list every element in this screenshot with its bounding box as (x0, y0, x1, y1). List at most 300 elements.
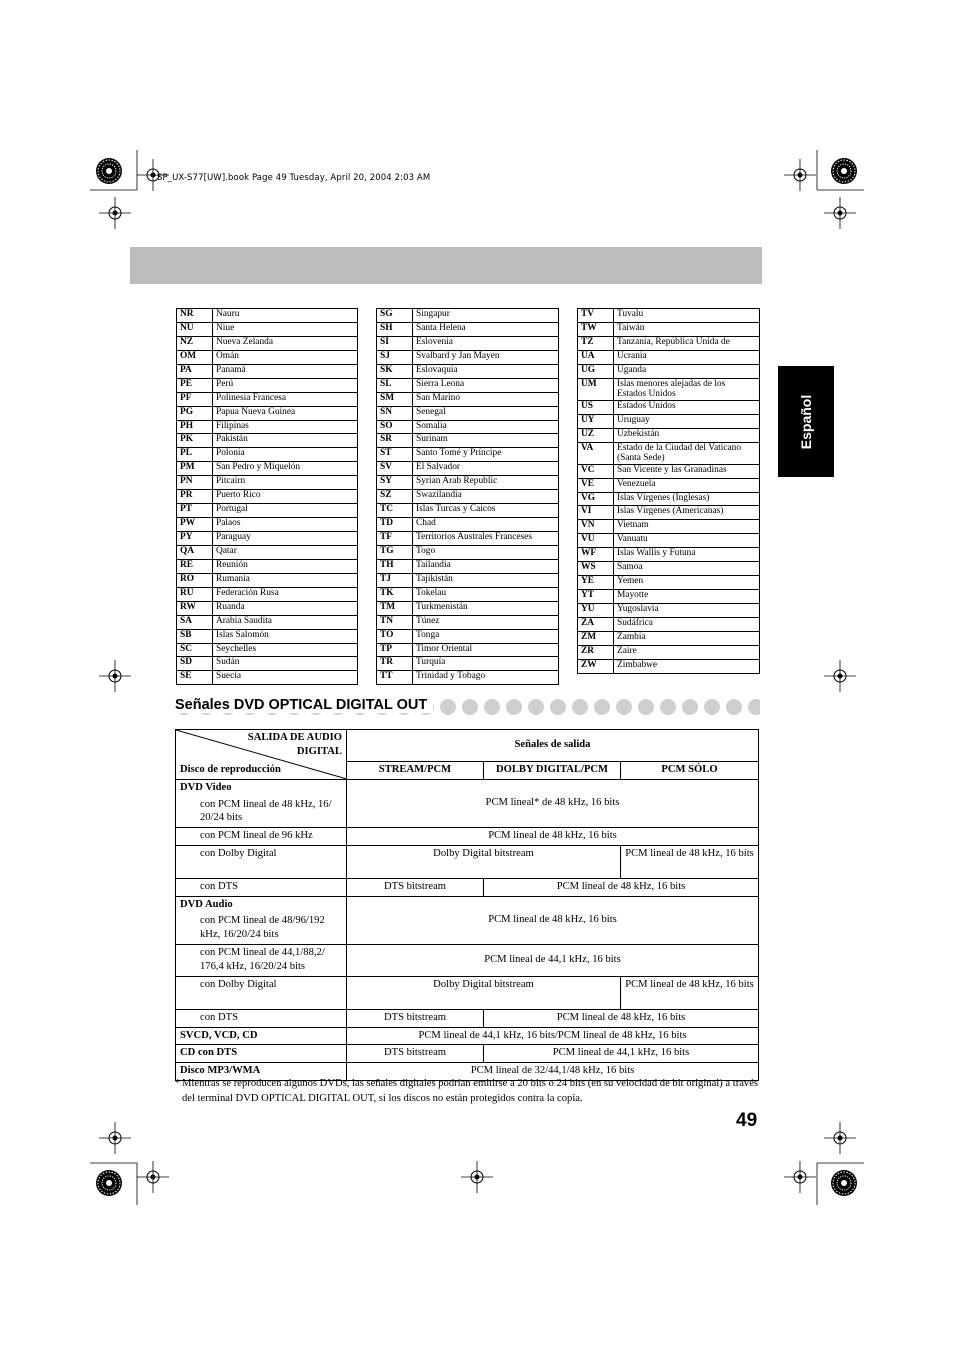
table-row (578, 492, 760, 506)
decorative-dot (704, 699, 720, 715)
corner-top-label: SALIDA DE AUDIO DIGITAL (247, 732, 342, 757)
table-row (177, 378, 358, 392)
country-code: PY (177, 532, 213, 546)
country-code: SR (377, 434, 413, 448)
table-row (377, 671, 559, 685)
table-row (377, 364, 559, 378)
country-code: UY (578, 414, 614, 428)
country-code: TH (377, 559, 413, 573)
country-name: Panamá (213, 364, 358, 378)
table-row (177, 601, 358, 615)
table-row (177, 309, 358, 323)
disc-cd-dts: CD con DTS (176, 1045, 347, 1063)
col-header-pcm-only: PCM SÓLO (621, 762, 759, 780)
country-code: TV (578, 309, 614, 323)
country-name: Niue (213, 322, 358, 336)
table-row (578, 350, 760, 364)
table-row (377, 350, 559, 364)
table-row (177, 518, 358, 532)
decorative-dot (462, 699, 478, 715)
table-row (177, 671, 358, 685)
signal-output-table (175, 729, 759, 1081)
decorative-dot (682, 699, 698, 715)
table-row (177, 420, 358, 434)
country-name: Togo (413, 545, 559, 559)
table-row (578, 322, 760, 336)
table-row (578, 645, 760, 659)
country-code: SJ (377, 350, 413, 364)
table-row (377, 573, 559, 587)
table-row (377, 490, 559, 504)
country-name: Zimbabwe (614, 659, 760, 673)
table-cell: DTS bitstream (347, 1045, 484, 1063)
table-corner-header (176, 730, 347, 780)
table-row (377, 532, 559, 546)
country-code: RO (177, 573, 213, 587)
country-code: VG (578, 492, 614, 506)
country-code: SZ (377, 490, 413, 504)
table-row (177, 545, 358, 559)
country-code: YE (578, 576, 614, 590)
table-row (578, 478, 760, 492)
country-code: TO (377, 629, 413, 643)
country-code: SL (377, 378, 413, 392)
country-code: VA (578, 442, 614, 464)
country-name: Omán (213, 350, 358, 364)
table-row (578, 336, 760, 350)
country-name: Trinidad y Tobago (413, 671, 559, 685)
decorative-dot (616, 699, 632, 715)
table-row (377, 406, 559, 420)
table-row (578, 520, 760, 534)
country-name: Túnez (413, 615, 559, 629)
country-code: TR (377, 657, 413, 671)
country-code: ZW (578, 659, 614, 673)
table-row-label: con DTS (176, 878, 347, 896)
table-row (377, 518, 559, 532)
country-name: Puerto Rico (213, 490, 358, 504)
country-code: TM (377, 601, 413, 615)
country-name: Estados Unidos (614, 400, 760, 414)
decorative-dot (550, 699, 566, 715)
country-name: Perú (213, 378, 358, 392)
country-code: TP (377, 643, 413, 657)
country-name: Vanuatu (614, 534, 760, 548)
country-name: Yemen (614, 576, 760, 590)
country-name: Palaos (213, 518, 358, 532)
country-name: Polinesia Francesa (213, 392, 358, 406)
table-row (377, 657, 559, 671)
table-row (578, 548, 760, 562)
country-code: TT (377, 671, 413, 685)
country-code: NU (177, 322, 213, 336)
country-name: Tuvalu (614, 309, 760, 323)
country-code: RU (177, 587, 213, 601)
table-row (177, 364, 358, 378)
country-name: Tailandia (413, 559, 559, 573)
language-tab-label: Español (798, 394, 814, 449)
country-code: PH (177, 420, 213, 434)
decorative-dot (638, 699, 654, 715)
table-row (377, 336, 559, 350)
country-code: PF (177, 392, 213, 406)
table-cell: PCM lineal* de 48 kHz, 16 bits (347, 779, 759, 827)
table-row (177, 559, 358, 573)
country-code: YT (578, 590, 614, 604)
footnote (175, 1076, 760, 1107)
country-name: Qatar (213, 545, 358, 559)
table-row-label: con PCM lineal de 48/96/192 kHz, 16/20/24 bits (176, 913, 347, 944)
country-name: Zambia (614, 631, 760, 645)
table-row (377, 448, 559, 462)
country-code: NR (177, 309, 213, 323)
country-name: Paraguay (213, 532, 358, 546)
country-name: Vietnam (614, 520, 760, 534)
country-code: VU (578, 534, 614, 548)
country-name: Venezuela (614, 478, 760, 492)
table-row (177, 573, 358, 587)
country-code: SM (377, 392, 413, 406)
country-name: Polonia (213, 448, 358, 462)
country-code: TW (578, 322, 614, 336)
table-row (377, 322, 559, 336)
country-name: San Pedro y Miquelón (213, 462, 358, 476)
table-cell: DTS bitstream (347, 878, 484, 896)
country-name: Islas Wallis y Futuna (614, 548, 760, 562)
table-row (578, 428, 760, 442)
country-name: Surinam (413, 434, 559, 448)
table-row (578, 534, 760, 548)
table-cell: PCM lineal de 48 kHz, 16 bits (621, 976, 759, 1009)
table-row (578, 442, 760, 464)
country-name: Santa Helena (413, 322, 559, 336)
table-row (578, 617, 760, 631)
country-code: UA (578, 350, 614, 364)
country-name: Mayotte (614, 590, 760, 604)
country-name: Tajikistán (413, 573, 559, 587)
table-row (578, 309, 760, 323)
country-code: PW (177, 518, 213, 532)
country-code: WS (578, 562, 614, 576)
decorative-dot (528, 699, 544, 715)
table-cell: PCM lineal de 48 kHz, 16 bits (484, 1009, 759, 1027)
country-code: PL (177, 448, 213, 462)
country-name: Sudán (213, 657, 358, 671)
decorative-dot (484, 699, 500, 715)
corner-bottom-label: Disco de reproducción (180, 764, 281, 775)
country-name: Federación Rusa (213, 587, 358, 601)
country-code: SK (377, 364, 413, 378)
table-row (177, 336, 358, 350)
country-name: Svalbard y Jan Mayen (413, 350, 559, 364)
country-name: Singapur (413, 309, 559, 323)
table-cell: PCM lineal de 44,1 kHz, 16 bits/PCM lineal de 48 kHz, 16 bits (347, 1027, 759, 1045)
country-code: PA (177, 364, 213, 378)
table-cell: Dolby Digital bitstream (347, 976, 621, 1009)
country-code: PR (177, 490, 213, 504)
table-row (578, 364, 760, 378)
table-row (177, 615, 358, 629)
output-signals-header: Señales de salida (347, 730, 759, 762)
table-row (377, 587, 559, 601)
table-row (377, 434, 559, 448)
table-row (377, 309, 559, 323)
table-row (377, 601, 559, 615)
table-row (177, 657, 358, 671)
country-name: Zaire (614, 645, 760, 659)
disc-dvd-video: DVD Video (176, 779, 347, 796)
footnote-mark: * (175, 1078, 181, 1089)
country-code: PN (177, 476, 213, 490)
country-code: TJ (377, 573, 413, 587)
country-name: Sierra Leona (413, 378, 559, 392)
country-code: TK (377, 587, 413, 601)
table-cell: Dolby Digital bitstream (347, 845, 621, 878)
country-code: PK (177, 434, 213, 448)
country-code: SH (377, 322, 413, 336)
country-code: SB (177, 629, 213, 643)
table-row (377, 629, 559, 643)
country-name: Uruguay (614, 414, 760, 428)
table-row (177, 504, 358, 518)
country-name: Tokelau (413, 587, 559, 601)
country-code: ZM (578, 631, 614, 645)
table-row (177, 462, 358, 476)
table-row (377, 420, 559, 434)
country-code: WF (578, 548, 614, 562)
table-row (377, 378, 559, 392)
country-code: TN (377, 615, 413, 629)
table-row (578, 464, 760, 478)
country-code: SG (377, 309, 413, 323)
country-name: Syrian Arab Republic (413, 476, 559, 490)
table-row (177, 490, 358, 504)
country-code: SA (177, 615, 213, 629)
table-row (377, 559, 559, 573)
country-name: Filipinas (213, 420, 358, 434)
country-code-table-3 (577, 308, 760, 674)
table-row (578, 631, 760, 645)
country-name: Yugoslavia (614, 604, 760, 618)
country-name: Turquía (413, 657, 559, 671)
country-code: TD (377, 518, 413, 532)
country-code: OM (177, 350, 213, 364)
table-row (177, 434, 358, 448)
country-name: Estado de la Ciudad del Vaticano (Santa Sede) (614, 442, 760, 464)
table-row (177, 587, 358, 601)
country-name: Suecia (213, 671, 358, 685)
table-cell: PCM lineal de 48 kHz, 16 bits (347, 828, 759, 846)
table-cell: DTS bitstream (347, 1009, 484, 1027)
country-name: Nueva Zelanda (213, 336, 358, 350)
table-cell: PCM lineal de 44,1 kHz, 16 bits (347, 944, 759, 976)
table-row (177, 392, 358, 406)
country-code: YU (578, 604, 614, 618)
table-row (578, 562, 760, 576)
table-row (578, 414, 760, 428)
country-code: VN (578, 520, 614, 534)
country-code: UG (578, 364, 614, 378)
country-code: TC (377, 504, 413, 518)
table-row (377, 615, 559, 629)
table-row-label: con Dolby Digital (176, 976, 347, 1009)
country-name: San Marino (413, 392, 559, 406)
country-code: RE (177, 559, 213, 573)
country-code: PT (177, 504, 213, 518)
country-name: Eslovaquia (413, 364, 559, 378)
disc-mp3-wma: Disco MP3/WMA (176, 1063, 347, 1081)
table-row (377, 643, 559, 657)
country-name: Portugal (213, 504, 358, 518)
table-row (177, 406, 358, 420)
country-code: SC (177, 643, 213, 657)
country-code: TF (377, 532, 413, 546)
country-name: Islas Salomón (213, 629, 358, 643)
country-name: Ucrania (614, 350, 760, 364)
decorative-dot (748, 699, 760, 715)
country-name: Samoa (614, 562, 760, 576)
country-code: US (578, 400, 614, 414)
country-code: PM (177, 462, 213, 476)
table-row (177, 643, 358, 657)
country-code: TZ (578, 336, 614, 350)
table-cell: PCM lineal de 48 kHz, 16 bits (484, 878, 759, 896)
country-name: Nauru (213, 309, 358, 323)
country-name: Timor Oriental (413, 643, 559, 657)
table-row-label: con Dolby Digital (176, 845, 347, 878)
table-row (377, 476, 559, 490)
country-name: Islas Vírgenes (Americanas) (614, 506, 760, 520)
disc-svcd-vcd-cd: SVCD, VCD, CD (176, 1027, 347, 1045)
table-row (177, 629, 358, 643)
country-code-table-1 (176, 308, 358, 685)
decorative-dot (572, 699, 588, 715)
country-code: NZ (177, 336, 213, 350)
country-name: Islas Turcas y Caicos (413, 504, 559, 518)
decorative-dot (506, 699, 522, 715)
country-code: QA (177, 545, 213, 559)
country-name: Ruanda (213, 601, 358, 615)
country-code: SD (177, 657, 213, 671)
country-name: Swazilandia (413, 490, 559, 504)
table-row (578, 576, 760, 590)
language-tab (778, 366, 834, 477)
country-code: UM (578, 378, 614, 400)
country-name: Seychelles (213, 643, 358, 657)
table-row-label: con PCM lineal de 48 kHz, 16/ 20/24 bits (176, 797, 347, 828)
country-name: El Salvador (413, 462, 559, 476)
country-name: Reunión (213, 559, 358, 573)
header-band (130, 247, 762, 284)
table-cell: PCM lineal de 32/44,1/48 kHz, 16 bits (347, 1063, 759, 1081)
country-code: TG (377, 545, 413, 559)
table-row (578, 604, 760, 618)
footnote-text: Mientras se reproducen algunos DVDs, las señales digitales podrían emitirse a 20 bits o 24 bits (en su velocidad de bit original) a través del terminal DVD OPTICAL DIGITAL OUT, si los discos no están protegidos contra la copia. (182, 1078, 759, 1105)
country-code: PG (177, 406, 213, 420)
table-cell: PCM lineal de 48 kHz, 16 bits (347, 896, 759, 944)
country-name: Tonga (413, 629, 559, 643)
country-name: Rumania (213, 573, 358, 587)
table-row (377, 392, 559, 406)
country-name: Islas Vírgenes (Inglesas) (614, 492, 760, 506)
country-code: SE (177, 671, 213, 685)
table-row (177, 322, 358, 336)
decorative-dot (726, 699, 742, 715)
table-row (177, 476, 358, 490)
country-name: Islas menores alejadas de los Estados Unidos (614, 378, 760, 400)
country-name: Turkmenistán (413, 601, 559, 615)
country-name: Papua Nueva Guinea (213, 406, 358, 420)
table-row (377, 462, 559, 476)
country-code: UZ (578, 428, 614, 442)
country-name: Somalia (413, 420, 559, 434)
section-title: Señales DVD OPTICAL DIGITAL OUT (175, 697, 433, 713)
table-row (578, 590, 760, 604)
country-code: SI (377, 336, 413, 350)
page-number: 49 (736, 1110, 758, 1131)
country-code: SY (377, 476, 413, 490)
decorative-dot (594, 699, 610, 715)
country-name: Sudáfrica (614, 617, 760, 631)
table-row (377, 545, 559, 559)
country-code: SN (377, 406, 413, 420)
country-code: VI (578, 506, 614, 520)
country-code: PE (177, 378, 213, 392)
country-name: Uzbekistán (614, 428, 760, 442)
table-row (177, 350, 358, 364)
table-row-label: con PCM lineal de 96 kHz (176, 828, 347, 846)
country-code: ZA (578, 617, 614, 631)
country-code: ZR (578, 645, 614, 659)
table-cell: PCM lineal de 44,1 kHz, 16 bits (484, 1045, 759, 1063)
file-header-meta: SP_UX-S77[UW].book Page 49 Tuesday, April 20, 2004 2:03 AM (157, 173, 431, 183)
table-row-label: con PCM lineal de 44,1/88,2/ 176,4 kHz, 16/20/24 bits (176, 944, 347, 976)
country-name: Pakistán (213, 434, 358, 448)
col-header-stream-pcm: STREAM/PCM (347, 762, 484, 780)
country-name: Pitcairn (213, 476, 358, 490)
country-code: SV (377, 462, 413, 476)
country-code-table-2 (376, 308, 559, 685)
table-row (578, 659, 760, 673)
country-name: Taiwán (614, 322, 760, 336)
decorative-dot (440, 699, 456, 715)
country-code: VC (578, 464, 614, 478)
country-code: VE (578, 478, 614, 492)
table-row-label: con DTS (176, 1009, 347, 1027)
table-row (578, 506, 760, 520)
table-row (177, 448, 358, 462)
country-code: SO (377, 420, 413, 434)
country-name: San Vicente y las Granadinas (614, 464, 760, 478)
country-code: RW (177, 601, 213, 615)
country-name: Arabia Saudita (213, 615, 358, 629)
table-cell: PCM lineal de 48 kHz, 16 bits (621, 845, 759, 878)
country-name: Santo Tomé y Príncipe (413, 448, 559, 462)
col-header-dolby-pcm: DOLBY DIGITAL/PCM (484, 762, 621, 780)
table-row (578, 400, 760, 414)
table-row (578, 378, 760, 400)
country-name: Eslovenia (413, 336, 559, 350)
table-row (177, 532, 358, 546)
country-name: Chad (413, 518, 559, 532)
country-name: Territorios Australes Franceses (413, 532, 559, 546)
country-name: Senegal (413, 406, 559, 420)
table-row (377, 504, 559, 518)
decorative-dot (660, 699, 676, 715)
country-name: Tanzania, República Unida de (614, 336, 760, 350)
disc-dvd-audio: DVD Audio (176, 896, 347, 913)
country-code: ST (377, 448, 413, 462)
